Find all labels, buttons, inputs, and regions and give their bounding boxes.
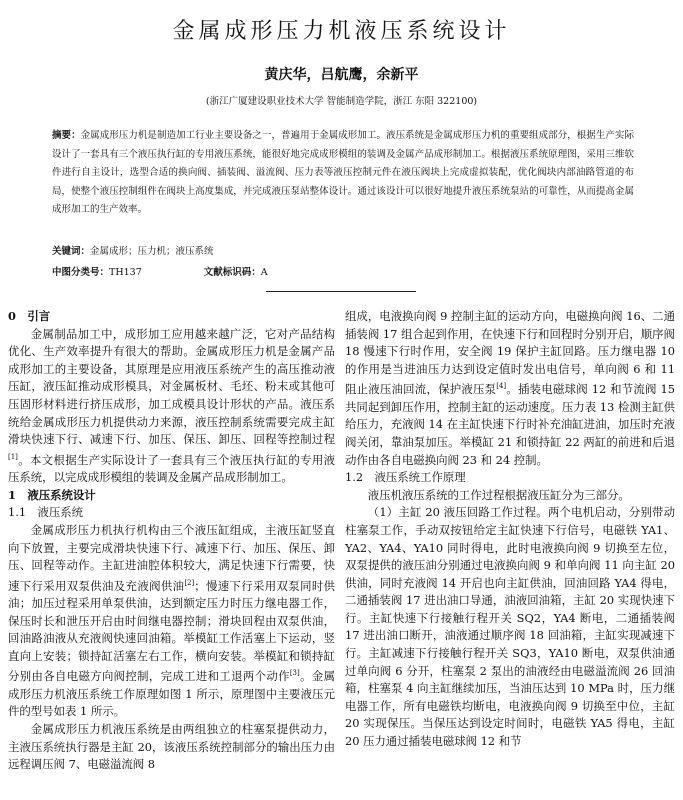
- abstract-label: 摘要：: [52, 130, 81, 141]
- clc-label: 中图分类号：: [52, 267, 110, 278]
- paragraph-pumps: 金属成形压力机液压系统是由两组独立的柱塞泵提供动力，主液压系统执行器是主缸 20，该液压系统控制部分的输出压力由远程调压阀 7、电磁溢流阀 8: [8, 722, 335, 772]
- section-heading-1: 1 液压系统设计: [8, 487, 96, 502]
- right-column: [345, 308, 675, 751]
- paragraph-main-cylinder: （1）主缸 20 液压回路工作过程。两个电机启动，分别带动柱塞泵工作，手动双按钮给定主缸快速下行信号，电磁铁 YA1、YA2、YA4、YA10 同时得电，此时电液换向阀 9 切换至左位，双泵提供的液压油分别通过电液换向阀 9 和单向阀 11 向主缸 20 供油，同时充液阀 14 开启也向主缸供油，回油回路 YA4 得电，二通插装阀 17 进出油口导通，油液回油箱，主缸 20 实现快速下行。主缸快速下行接触行程开关 SQ2，YA4 断电，二通插装阀 17 进出油口断开，油液通过顺序阀 18 回油箱，主缸实现减速下行。主缸减速下行接触行程开关 SQ3，YA10 断电，双泵供油通过单向阀 6 分开，柱塞泵 2 泵出的油液经由电磁溢流阀 26 回油箱，柱塞泵 4 向主缸继续加压，当油压达到 10 MPa 时，压力继电器工作，所有电磁铁均断电，电液换向阀 9 切换至中位，主缸 20 实现保压。当保压达到设定时间时，电磁铁 YA5 得电，主缸 20 压力通过插装电磁球阀 12 和节: [345, 505, 675, 749]
- paragraph-continued: [345, 308, 675, 469]
- authors: 黄庆华，吕航鹰，余新平: [264, 67, 419, 83]
- paragraph-text: 。金属成形压力机液压系统工作原理如图 1 所示，原理图中主要液压元件的型号如表 1 所示。: [8, 669, 335, 719]
- paragraph-text: 。本文根据生产实际设计了一套具有三个液压执行缸的专用液压系统，以完成成形模组的装调及金属产品成形制加工。: [8, 452, 335, 485]
- paragraph-text: 金属成形压力机执行机构由三个液压缸组成，主液压缸竖直向下放置，主要完成滑块快速下行、减速下行、加压、保压、卸压、回程等动作。主缸进油腔体积较大，满足快速下行需要，快速下行采用双泵供油及充液阀供油: [8, 522, 335, 593]
- subsection-heading-1-2: 1.2 液压系统工作原理: [345, 470, 466, 485]
- paper-title: 金属成形压力机液压系统设计: [172, 19, 511, 44]
- doc-code-label: 文献标识码：: [203, 267, 261, 278]
- abstract-text: 金属成形压力机是制造加工行业主要设备之一，普遍用于金属成形加工。液压系统是金属成形压力机的重要组成部分，根据生产实际设计了一套具有三个液压执行缸的专用液压系统，能很好地完成成形模组的装调及金属产品成形制加工。根据液压系统原理图，采用三维软件进行自主设计，选型合适的换向阀、插装阀、溢流阀、压力表等液压控制元件在液压阀块上完成虚拟装配，优化阀块内部油路管道的布局，使整个液压控制组件在阀块上高度集成，并完成液压泵站整体设计。通过该设计可以很好地提升液压系统泵站的可靠性，从而提高金属成形加工的生产效率。: [52, 130, 634, 216]
- citation: [4]: [496, 382, 507, 391]
- citation: [2]: [184, 578, 195, 587]
- abstract: [52, 127, 634, 220]
- subsection-heading-1-1: 1.1 液压系统: [8, 505, 84, 520]
- paragraph-system: [8, 522, 335, 721]
- paragraph-text: 。插装电磁球阀 12 和节流阀 15 共同起到卸压作用，控制主缸的运动速度。压力表 13 检测主缸供给压力，充液阀 14 在主缸快速下行时补充油缸进油，加压时充液阀关闭，靠油泵加压。举模缸 21 和锁持缸 22 两缸的前进和后退动作由各自电磁换向阀 23 和 24 控制。: [345, 382, 675, 467]
- paragraph-text: 金属制品加工中，成形加工应用越来越广泛，它对产品结构优化、生产效率提升有很大的帮助。金属成形压力机是金属产品成形加工的主要设备，其原理是应用液压系统产生的高压推动液压缸，液压缸推动成形模具，对金属板材、毛坯、粉末或其他可压固形材料进行挤压成形，加工成模具设计形状的产品。液压系统给金属成形压力机提供动力来源，液压控制系统需要完成主缸滑块快速下行、减速下行、加压、保压、卸压、回程等控制过程: [8, 326, 335, 447]
- affiliation: (浙江广厦建设职业技术大学 智能制造学院，浙江 东阳 322100): [205, 96, 478, 107]
- section-heading-intro: 0 引言: [8, 309, 51, 323]
- citation: [3]: [289, 669, 300, 678]
- keywords-text: 金属成形；压力机；液压系统: [90, 246, 214, 257]
- classification: [52, 264, 268, 278]
- paragraph-text: ；慢速下行采用双泵同时供油；加压过程采用单泵供油，达到额定压力时压力继电器工作，保压时长和泄压开启由时间继电器控制；滑块回程由双泵供油，回油路油液从充液阀快速回油箱。举模缸工作活塞上下运动，竖直向上安装；锁持缸活塞左右工作，横向安装。举模缸和锁持缸分别由各自电磁方向阀控制，完成工进和工退两个动作: [8, 578, 335, 684]
- keywords: [52, 243, 214, 257]
- left-column: [8, 308, 335, 774]
- clc-code: TH137: [109, 267, 142, 278]
- paragraph-intro: [8, 326, 335, 487]
- paragraph-principle: 液压机液压系统的工作过程根据液压缸分为三部分。: [367, 487, 630, 502]
- divider: [266, 291, 416, 292]
- keywords-label: 关键词：: [52, 246, 91, 257]
- paragraph-text: 组成，电液换向阀 9 控制主缸的运动方向，电磁换向阀 16、二通插装阀 17 组合起到作用，在快速下行和回程时分别开启，顺序阀 18 慢速下行时作用，安全阀 19 保护主缸回路。压力继电器 10 的作用是当进油压力达到设定值时发出电信号，单向阀 6 和 11 阻止液压油回流，保护液压泵: [345, 309, 675, 397]
- citation: [1]: [8, 452, 18, 461]
- doc-code: A: [260, 267, 268, 278]
